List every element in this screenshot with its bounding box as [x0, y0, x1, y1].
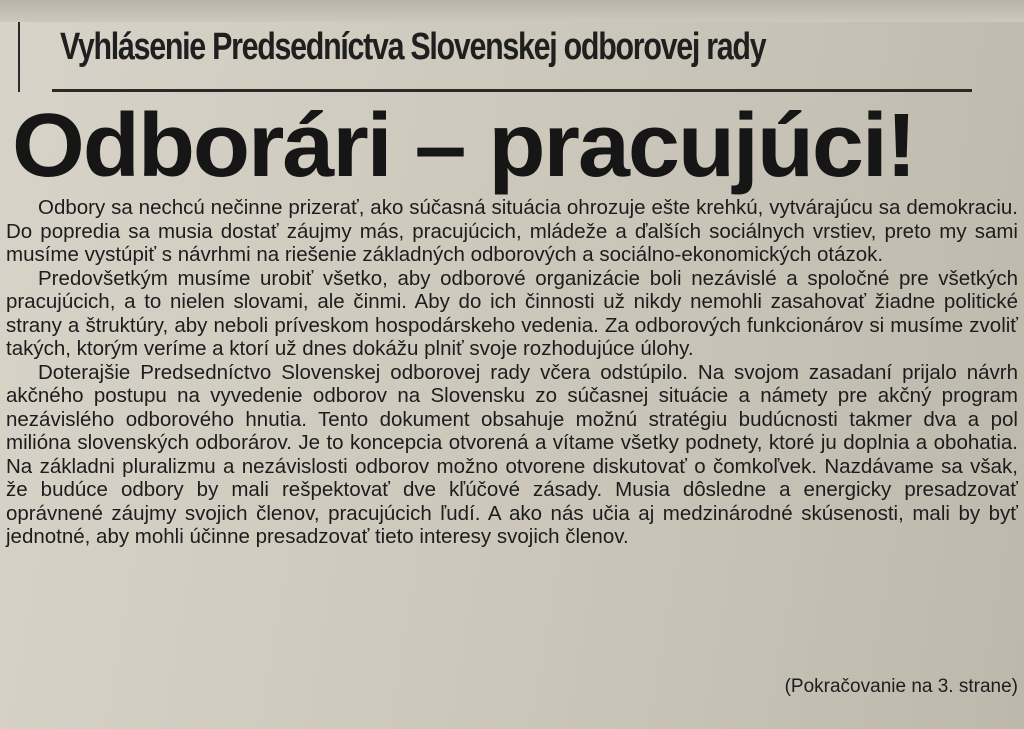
article-kicker: Vyhlásenie Predsedníctva Slovenskej odborovej rady — [60, 26, 766, 68]
article-headline: Odborári – pracujúci! — [12, 96, 915, 196]
page-top-edge — [0, 0, 1024, 22]
paragraph: Doterajšie Predsedníctvo Slovenskej odborovej rady včera odstúpilo. Na svojom zasadaní prijalo návrh akčného postupu na vyvedenie odborov na Slovensku zo súčasnej situácie a námety pre akčný program nezávislého odborového hnutia. Tento dokument obsahuje možnú stratégiu budúcnosti takmer dva a pol milióna slovenských odborárov. Je to koncepcia otvorená a vítame všetky podnety, ktoré ju doplnia a obohatia. Na základni pluralizmu a nezávislosti odborov možno otvorene diskutovať o čomkoľvek. Nazdávame sa však, že budúce odbory by mali rešpektovať dve kľúčové zásady. Musia dôsledne a energicky presadzovať oprávnené záujmy svojich členov, pracujúcich ľudí. A ako nás učia aj medzinárodné skúsenosti, mali by byť jednotné, aby mohli účinne presadzovať tieto interesy svojich členov. — [6, 360, 1018, 548]
frame-rule-left — [18, 22, 20, 92]
paragraph: Predovšetkým musíme urobiť všetko, aby odborové organizácie boli nezávislé a spoločné pre všetkých pracujúcich, a to nielen slovami, ale činmi. Aby do ich činnosti už nikdy nemohli zasahovať žiadne politické strany a štruktúry, aby neboli príveskom hospodárskeho vedenia. Za odborových funkcionárov si musíme zvoliť takých, ktorým veríme a ktorí už dnes dokážu plniť svoje rozhodujúce úlohy. — [6, 266, 1018, 360]
continuation-note: (Pokračovanie na 3. strane) — [784, 676, 1018, 697]
paragraph: Odbory sa nechcú nečinne prizerať, ako súčasná situácia ohrozuje ešte krehkú, vytvárajúcu sa demokraciu. Do popredia sa musia dostať záujmy más, pracujúcich, mládeže a ďalších sociálnych vrstiev, preto my sami musíme vystúpiť s návrhmi na riešenie základných odborových a sociálno-ekonomických otázok. — [6, 196, 1018, 266]
article-body — [6, 196, 1018, 549]
